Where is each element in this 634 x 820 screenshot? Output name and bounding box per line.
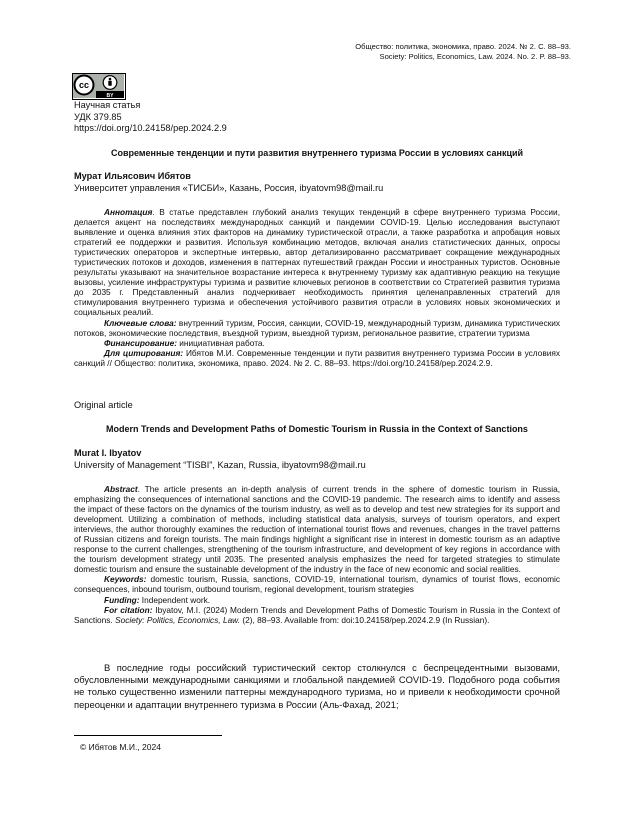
citation-text-en-1: Ibyatov, M.I. (2024) Modern Trends and Development Paths of Domestic Tourism in Russia in the Context of Sanctions. [74, 604, 561, 625]
journal-header-ru: Общество: политика, экономика, право. 2024. № 2. С. 88–93. [355, 42, 571, 51]
abstract-text-en: . The article presents an in-depth analysis of current trends in the sphere of domestic tourism in Russia, emphasizing the consequences of international sanctions and the COVID-19 pandemic. The research aims to identify and assess the impact of these factors on the dynamics of the tourism industry, as well as to develop and test new strategies for its support and development. Utilizing a combination of methods, including statistical data analysis, surveys of tourism operators, and expert interviews, the author thoroughly examines the reduction of international tourist flows and revenues, changes in the travel patterns of Russian citizens and foreign tourists. The main findings highlight a significant rise in interest in domestic tourism as an adaptive response to the current challenges, strengthening of the tourism infrastructure, and development of key regions in accordance with the tourism development strategy until 2035. The presented analysis emphasizes the need for targeted strategies to stimulate domestic tourism and ensure the sustainable development of the industry in the face of new economic and social realities. [74, 484, 560, 575]
keywords-ru [74, 318, 560, 338]
article-type-en: Original article [74, 400, 133, 410]
journal-header-en: Society: Politics, Economics, Law. 2024. No. 2. P. 88–93. [379, 52, 571, 61]
journal-header [355, 42, 571, 62]
footnote-divider [74, 735, 222, 736]
abstract-label-en: Abstract [104, 484, 138, 494]
cc-by-logo [73, 74, 124, 98]
citation-ru [74, 348, 560, 368]
citation-text-en-2: (2), 88–93. Available from: doi:10.24158/pep.2024.2.9 (In Russian). [240, 614, 490, 625]
citation-journal-en: Society: Politics, Economics, Law. [115, 614, 241, 625]
by-label: BY [106, 92, 114, 98]
funding-text-en: Independent work. [139, 594, 211, 605]
funding-ru [74, 338, 560, 348]
author-ru: Мурат Ильясович Ибятов [74, 171, 191, 181]
funding-text-ru: инициативная работа. [176, 337, 265, 348]
abstract-ru [74, 207, 560, 318]
keywords-en [74, 574, 560, 594]
funding-label-en: Funding: [104, 594, 140, 605]
abstract-block-en [74, 484, 560, 625]
body-paragraph: В последние годы российский туристический сектор столкнулся с беспрецедентными вызовами, обусловленными международными санкциями и глобальной пандемией COVID-19. Подобного рода события не только существенно изменили паттерны международного туризма, но и привели к необходимости срочной переоценки и адаптации внутреннего туризма в России (Аль-Фахад, 2021; [74, 662, 560, 710]
citation-label-ru: Для цитирования: [104, 347, 184, 358]
doi-link[interactable]: https://doi.org/10.24158/pep.2024.2.9 [74, 123, 227, 134]
body-text [74, 662, 560, 711]
keywords-text-ru: внутренний туризм, Россия, санкции, COVID-19, международный туризм, динамика туристических потоков, экономические последствия, въездной туризм, выездной туризм, региональное развитие, стратегии туризма [74, 317, 560, 338]
keywords-text-en: domestic tourism, Russia, sanctions, COVID-19, international tourism, dynamics of tourist flows, economic consequences, inbound tourism, outbound tourism, regional development, tourism strategies [74, 574, 560, 595]
abstract-label-ru: Аннотация [104, 207, 153, 217]
funding-en [74, 595, 560, 605]
title-ru: Современные тенденции и пути развития внутреннего туризма России в условиях санкций [110, 148, 524, 158]
udc-code: УДК 379.85 [74, 111, 122, 122]
keywords-label-en: Keywords: [104, 574, 147, 585]
funding-label-ru: Финансирование: [104, 337, 177, 348]
author-en: Murat I. Ibyatov [74, 448, 142, 458]
abstract-text-ru: . В статье представлен глубокий анализ текущих тенденций в сфере внутреннего туризма России, делается акцент на последствиях международных санкций и пандемии COVID-19. Целью исследования выступают выявление и оценка влияния этих факторов на динамику туристической отрасли, а также разработка и апробация новых стратегий ее поддержки и развития. Используя комбинацию методов, включая анализ статистических данных, опросы туристических операторов и экспертные интервью, автор детализированно рассматривает сокращение международных туристических потоков и доходов, изменения в паттернах путешествий граждан России и иностранных туристов. Основные результаты указывают на значительное возрастание интереса к внутреннему туризму как адаптивную реакцию на текущие вызовы, усиление инфраструктуры туризма и развитие ключевых регионов в соответствии со Стратегией развития туризма до 2035 г. Представленный анализ подчеркивает необходимость принятия целенаправленных стратегий для стимулирования внутреннего туризма и обеспечения устойчивого развития отрасли в условиях новых экономических и социальных реалий. [74, 207, 560, 318]
affiliation-ru: Университет управления «ТИСБИ», Казань, Россия, ibyatovm98@mail.ru [74, 183, 384, 193]
copyright-footnote: © Ибятов М.И., 2024 [80, 742, 161, 752]
cc-by-license-badge[interactable] [72, 73, 126, 100]
citation-label-en: For citation: [104, 604, 153, 615]
abstract-en [74, 484, 560, 574]
affiliation-en: University of Management “TISBI”, Kazan, Russia, ibyatovm98@mail.ru [74, 460, 366, 470]
citation-en [74, 605, 560, 625]
keywords-label-ru: Ключевые слова: [104, 317, 177, 328]
cc-icon: cc [78, 80, 90, 91]
article-meta [74, 100, 227, 135]
abstract-block-ru [74, 207, 560, 368]
person-icon [109, 78, 112, 81]
title-en: Modern Trends and Development Paths of Domestic Tourism in Russia in the Context of Sanctions [106, 424, 528, 434]
article-type-ru: Научная статья [74, 100, 141, 110]
citation-text-ru: Ибятов М.И. Современные тенденции и пути развития внутреннего туризма России в условиях санкций // Общество: политика, экономика, право. 2024. № 2. С. 88–93. https://doi.org/10.24158/pep.2024.2.9. [74, 347, 560, 368]
